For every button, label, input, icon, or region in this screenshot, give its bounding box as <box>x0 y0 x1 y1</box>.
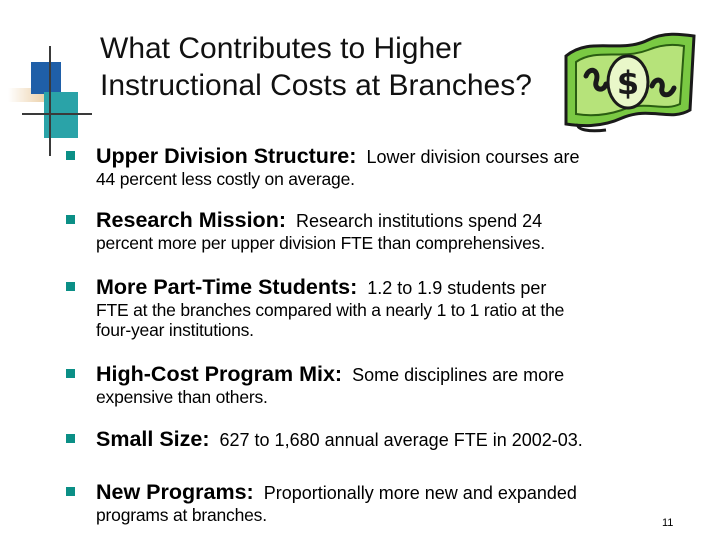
bullet-heading: High-Cost Program Mix: <box>96 362 343 386</box>
bullet-text: Research institutions spend 24 <box>295 211 543 231</box>
bullet-text: 627 to 1,680 annual average FTE in 2002-03. <box>219 430 583 450</box>
bullet-heading: Upper Division Structure: <box>96 144 357 168</box>
slide-title-line-2: Instructional Costs at Branches? <box>100 69 532 102</box>
bullet-heading: More Part-Time Students: <box>96 275 358 299</box>
svg-text:$: $ <box>616 64 640 102</box>
square-bullet-icon <box>66 282 75 291</box>
bullet-item <box>66 275 666 340</box>
bullet-text: Proportionally more new and expanded <box>263 483 577 503</box>
bullet-item <box>66 362 666 407</box>
bullet-item <box>66 427 666 454</box>
bullet-item <box>66 480 666 525</box>
bullet-text-continued: percent more per upper division FTE than comprehensives. <box>96 233 545 253</box>
bullet-item <box>66 208 666 253</box>
page-number: 11 <box>662 517 674 529</box>
bullet-text-continued: FTE at the branches compared with a nearly 1 to 1 ratio at the four-year institutions. <box>96 300 565 340</box>
square-bullet-icon <box>66 151 75 160</box>
bullet-heading: Small Size: <box>96 427 210 451</box>
square-bullet-icon <box>66 215 75 224</box>
square-bullet-icon <box>66 487 75 496</box>
bullet-heading: Research Mission: <box>96 208 286 232</box>
slide-title-line-1: What Contributes to Higher <box>100 32 462 65</box>
square-bullet-icon <box>66 369 75 378</box>
bullet-text: Lower division courses are <box>366 147 580 167</box>
bullet-heading: New Programs: <box>96 480 254 504</box>
bullet-item <box>66 144 666 189</box>
bullet-text: 1.2 to 1.9 students per <box>367 278 547 298</box>
bullet-text: Some disciplines are more <box>352 365 565 385</box>
square-bullet-icon <box>66 434 75 443</box>
bullet-text-continued: expensive than others. <box>96 387 268 407</box>
bullet-text-continued: programs at branches. <box>96 505 267 525</box>
bullet-text-continued: 44 percent less costly on average. <box>96 169 355 189</box>
